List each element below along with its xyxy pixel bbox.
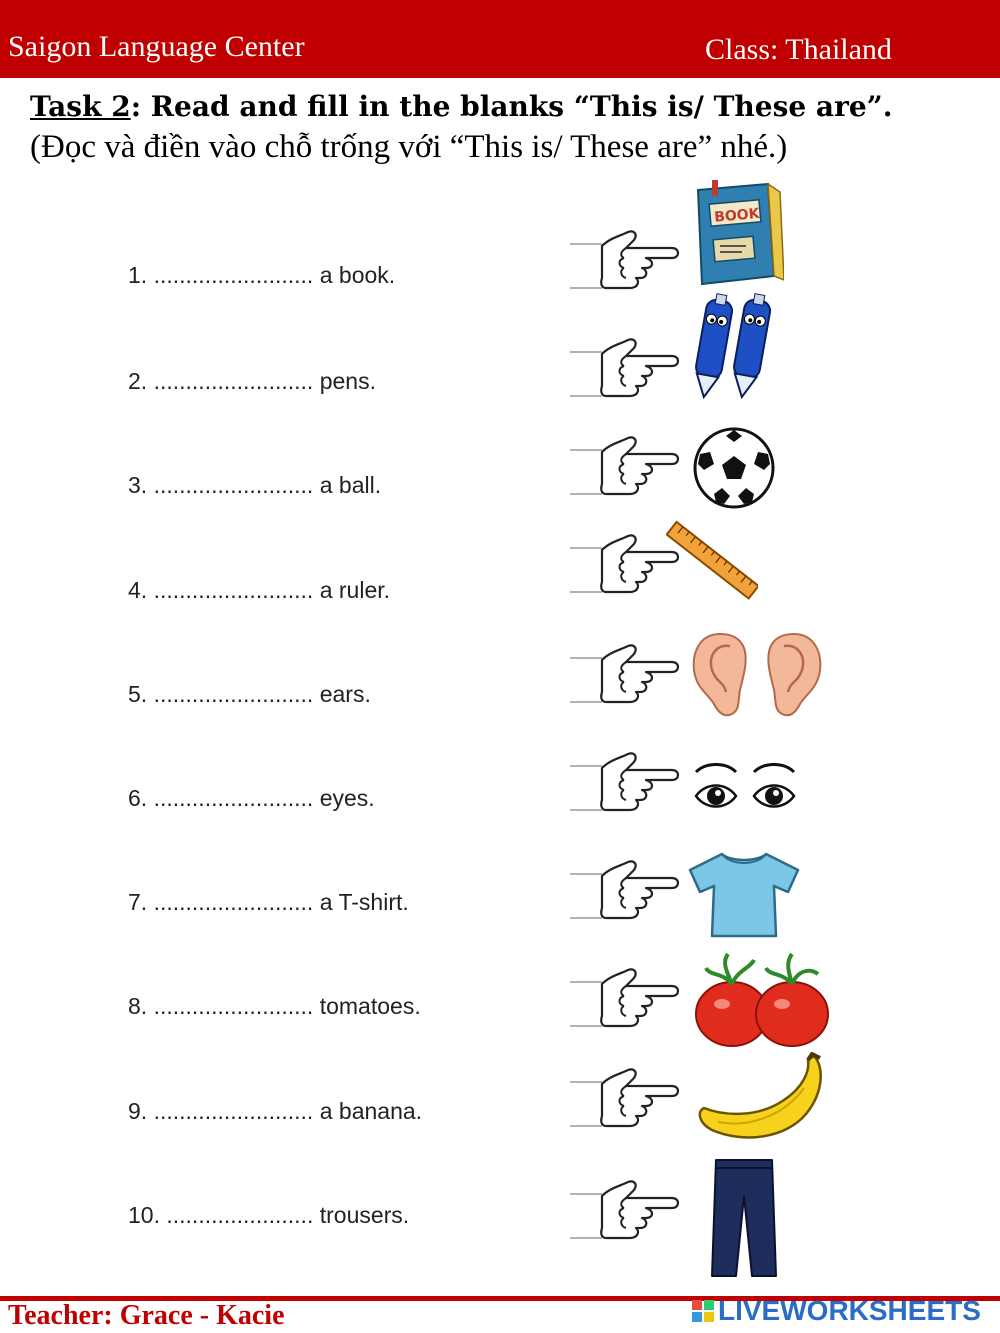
- task-instruction-bold: : Read and fill in the blanks “This is/ These are”.: [130, 90, 893, 123]
- question-3[interactable]: 3. ......................... a ball.: [128, 472, 382, 498]
- pointing-hand-icon: [568, 530, 680, 600]
- banana-icon: [694, 1052, 830, 1144]
- tshirt-icon: [684, 848, 804, 942]
- pointing-hand-icon: [568, 432, 680, 502]
- question-2[interactable]: 2. ......................... pens.: [128, 368, 376, 394]
- pointing-hand-icon: [568, 226, 680, 296]
- ball-icon: [692, 426, 776, 510]
- center-name: Saigon Language Center: [8, 30, 305, 63]
- pointing-hand-icon: [568, 640, 680, 710]
- ears-icon: [690, 630, 824, 720]
- pointing-hand-icon: [568, 334, 680, 404]
- book-icon: [688, 180, 784, 286]
- pointing-hand-icon: [568, 1064, 680, 1134]
- pointing-hand-icon: [568, 1176, 680, 1246]
- liveworksheets-icon: [692, 1300, 714, 1322]
- pointing-hand-icon: [568, 856, 680, 926]
- question-8[interactable]: 8. ......................... tomatoes.: [128, 993, 421, 1019]
- task-instruction-vi: (Đọc và điền vào chỗ trống với “This is/ These are” nhé.): [30, 129, 788, 165]
- question-1[interactable]: 1. ......................... a book.: [128, 262, 396, 288]
- question-4[interactable]: 4. ......................... a ruler.: [128, 577, 391, 603]
- task-label: Task 2: [30, 90, 131, 123]
- pointing-hand-icon: [568, 748, 680, 818]
- teacher-name: Teacher: Grace - Kacie: [8, 1300, 285, 1331]
- question-5[interactable]: 5. ......................... ears.: [128, 681, 371, 707]
- eyes-icon: [692, 760, 802, 820]
- liveworksheets-logo: [692, 1296, 981, 1326]
- svg-text:BOOK: BOOK: [713, 205, 761, 226]
- task-instruction: [30, 86, 960, 167]
- liveworksheets-brand: LIVEWORKSHEETS: [718, 1295, 981, 1326]
- ruler-icon: [666, 520, 758, 602]
- class-name: Class: Thailand: [705, 33, 892, 66]
- tomatoes-icon: [692, 950, 832, 1050]
- question-7[interactable]: 7. ......................... a T-shirt.: [128, 889, 409, 915]
- question-9[interactable]: 9. ......................... a banana.: [128, 1098, 423, 1124]
- pointing-hand-icon: [568, 964, 680, 1034]
- question-10[interactable]: 10. ....................... trousers.: [128, 1202, 410, 1228]
- trousers-icon: [708, 1156, 780, 1280]
- question-6[interactable]: 6. ......................... eyes.: [128, 785, 375, 811]
- pens-icon: [686, 290, 782, 402]
